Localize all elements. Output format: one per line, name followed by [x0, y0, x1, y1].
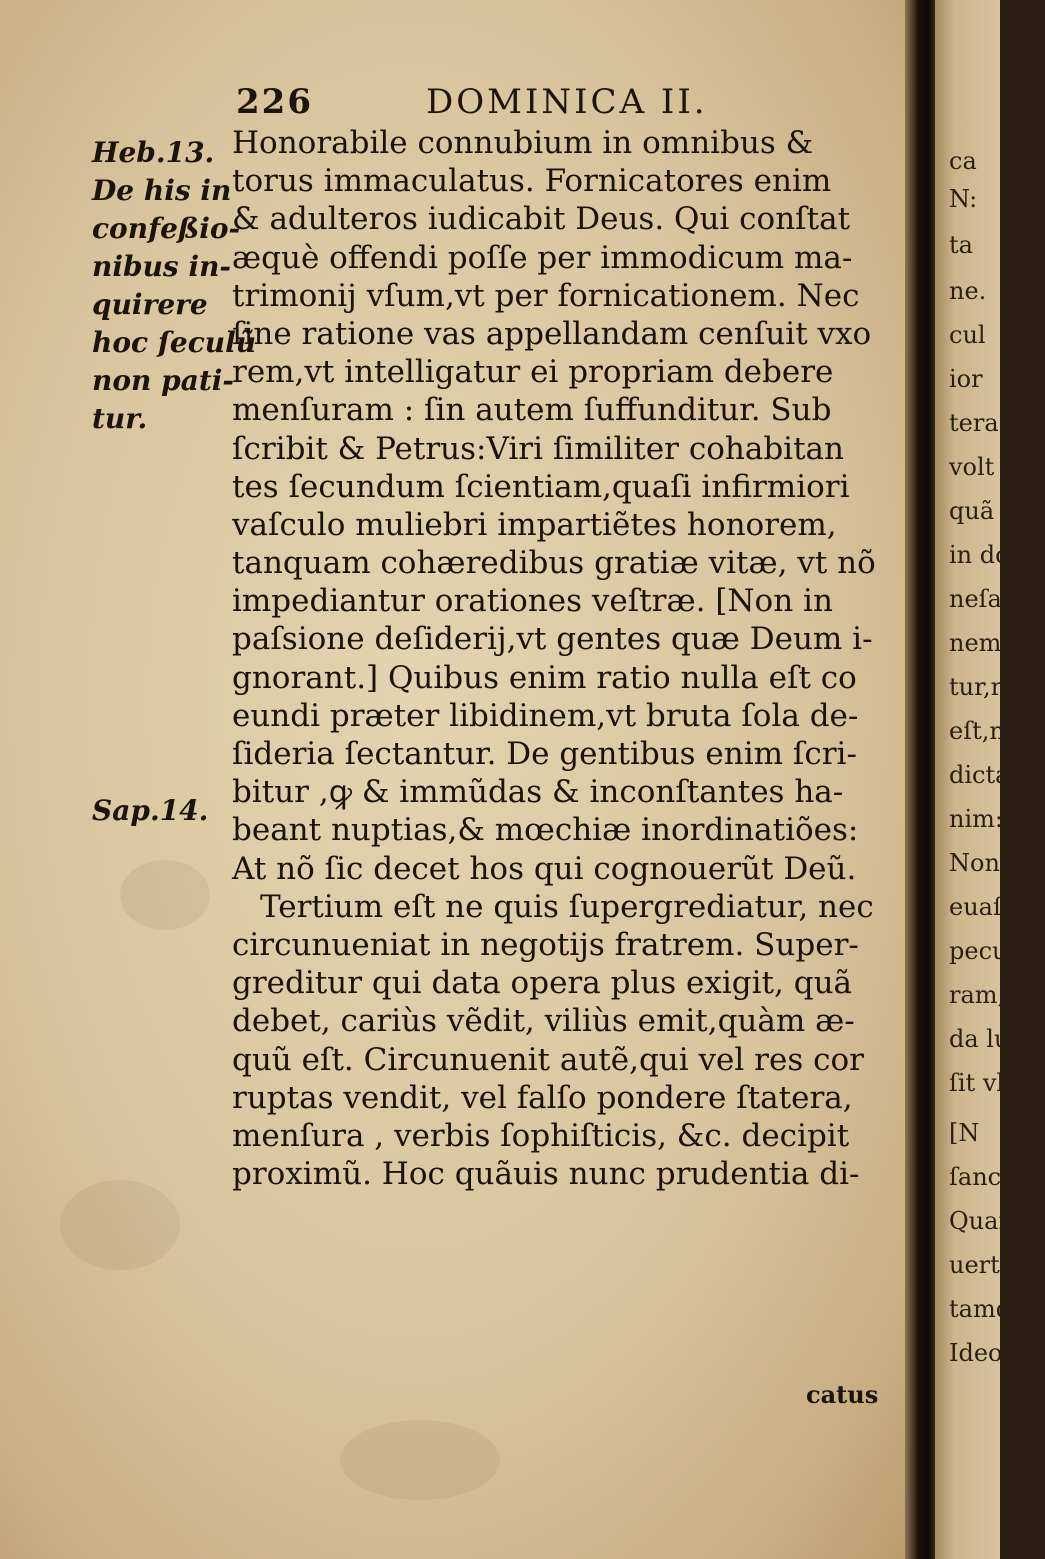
facing-fragment: tamq; g	[949, 1295, 1043, 1323]
facing-fragment: eſt,n	[949, 717, 1005, 745]
facing-fragment: tur,r	[949, 673, 1003, 701]
facing-fragment: ta	[949, 231, 973, 259]
facing-fragment: Ideo cũ	[949, 1339, 1040, 1367]
facing-fragment: dicta	[949, 761, 1010, 789]
margin-note: quirere	[92, 288, 208, 321]
text-line: rem,vt intelligatur ei propriam debere	[232, 354, 834, 391]
facing-fragment: ram,&	[949, 981, 1027, 1009]
main-text	[232, 124, 892, 1193]
facing-fragment: Quare c	[949, 1207, 1045, 1235]
margin-note: nibus in-	[92, 250, 232, 283]
text-line: debet, cariùs vẽdit, viliùs emit,quàm æ-	[232, 1003, 855, 1040]
running-title: DOMINICA II.	[426, 82, 708, 122]
text-line: ſcribit & Petrus:Viri ſimiliter cohabitan	[232, 430, 844, 467]
facing-fragment: nim:(	[949, 805, 1013, 833]
text-line: menſura , verbis ſophiſticis, &c. decipit	[232, 1117, 850, 1154]
facing-fragment: euaſu	[949, 893, 1018, 921]
text-line: ſine ratione vas appellandam cenſuit vxo	[232, 315, 872, 352]
text-line: proximũ. Hoc quãuis nunc prudentia di-	[232, 1156, 860, 1193]
facing-fragment: ſit vlto	[949, 1069, 1029, 1097]
text-line: vaſculo muliebri impartiẽtes honorem,	[232, 506, 837, 543]
text-line: paſsione deſiderij,vt gentes quæ Deum i-	[232, 621, 873, 658]
facing-fragment: Non a	[949, 849, 1022, 877]
text-line: torus immaculatus. Fornicatores enim	[232, 163, 832, 200]
text-line: impediantur orationes veſtræ. [Non in	[232, 583, 833, 620]
margin-note: hoc ſeculũ	[92, 326, 257, 359]
facing-fragment: volt	[949, 453, 995, 481]
facing-fragment: [N	[949, 1119, 980, 1147]
ink-stain	[60, 1180, 180, 1270]
margin-note: confeßio-	[92, 212, 241, 245]
facing-fragment: da lues	[949, 1025, 1036, 1053]
ink-stain	[340, 1420, 500, 1500]
catchword: catus	[806, 1380, 879, 1409]
running-header	[236, 82, 796, 126]
margin-note: Heb.13.	[92, 136, 215, 169]
facing-fragment: nem	[949, 629, 1002, 657]
text-line: tes ſecundum ſcientiam,quaſi infirmiori	[232, 468, 850, 505]
text-line: eundi præter libidinem,vt bruta ſola de-	[232, 697, 859, 734]
facing-fragment: tera	[949, 409, 999, 437]
text-line: At nõ ſic decet hos qui cognouerũt Deũ.	[232, 850, 857, 887]
facing-fragment: N:	[949, 185, 978, 213]
text-line: menſuram : ſin autem ſuffunditur. Sub	[232, 392, 832, 429]
text-line: tanquam cohæredibus gratiæ vitæ, vt nõ	[232, 545, 876, 582]
text-line: & adulteros iudicabit Deus. Qui conſtat	[232, 201, 851, 238]
text-line: Honorabile connubium in omnibus &	[232, 125, 814, 161]
text-line: circunueniat in negotijs fratrem. Super-	[232, 926, 859, 963]
text-line: gnorant.] Quibus enim ratio nulla eſt co	[232, 659, 857, 696]
facing-fragment: neſa	[949, 585, 1002, 613]
facing-fragment: uertunt	[949, 1251, 1041, 1279]
facing-fragment: pecun	[949, 937, 1023, 965]
text-line: bitur ,ꝙ & immũdas & inconſtantes ha-	[232, 774, 844, 811]
facing-fragment: cul	[949, 321, 986, 349]
facing-fragment: ior	[949, 365, 983, 393]
facing-fragment: ca	[949, 147, 977, 175]
facing-fragment: quã	[949, 497, 995, 525]
text-line: ruptas vendit, vel falſo pondere ſtatera,	[232, 1079, 853, 1116]
text-line: quũ eſt. Circunuenit autẽ,qui vel res cor	[232, 1041, 864, 1078]
margin-note: tur.	[92, 402, 148, 435]
facing-page	[935, 0, 1045, 1559]
facing-fragment: ſanctifi	[949, 1163, 1035, 1191]
margin-note: De his in	[92, 174, 232, 207]
margin-note: Sap.14.	[92, 794, 209, 827]
facing-fragment: in do	[949, 541, 1010, 569]
page-number: 226	[236, 82, 313, 122]
text-line: greditur qui data opera plus exigit, quã	[232, 965, 853, 1002]
text-line: æquè offendi poſſe per immodicum ma-	[232, 239, 853, 276]
ink-stain	[120, 860, 210, 930]
text-line: beant nuptias,& mœchiæ inordinatiões:	[232, 812, 859, 849]
text-line: trimonij vſum,vt per fornicationem. Nec	[232, 277, 860, 314]
text-line: Tertium eſt ne quis ſupergrediatur, nec	[260, 888, 874, 925]
margin-note: non pati-	[92, 364, 235, 397]
facing-fragment: ne.	[949, 277, 987, 305]
text-line: ſideria ſectantur. De gentibus enim ſcri-	[232, 736, 857, 772]
